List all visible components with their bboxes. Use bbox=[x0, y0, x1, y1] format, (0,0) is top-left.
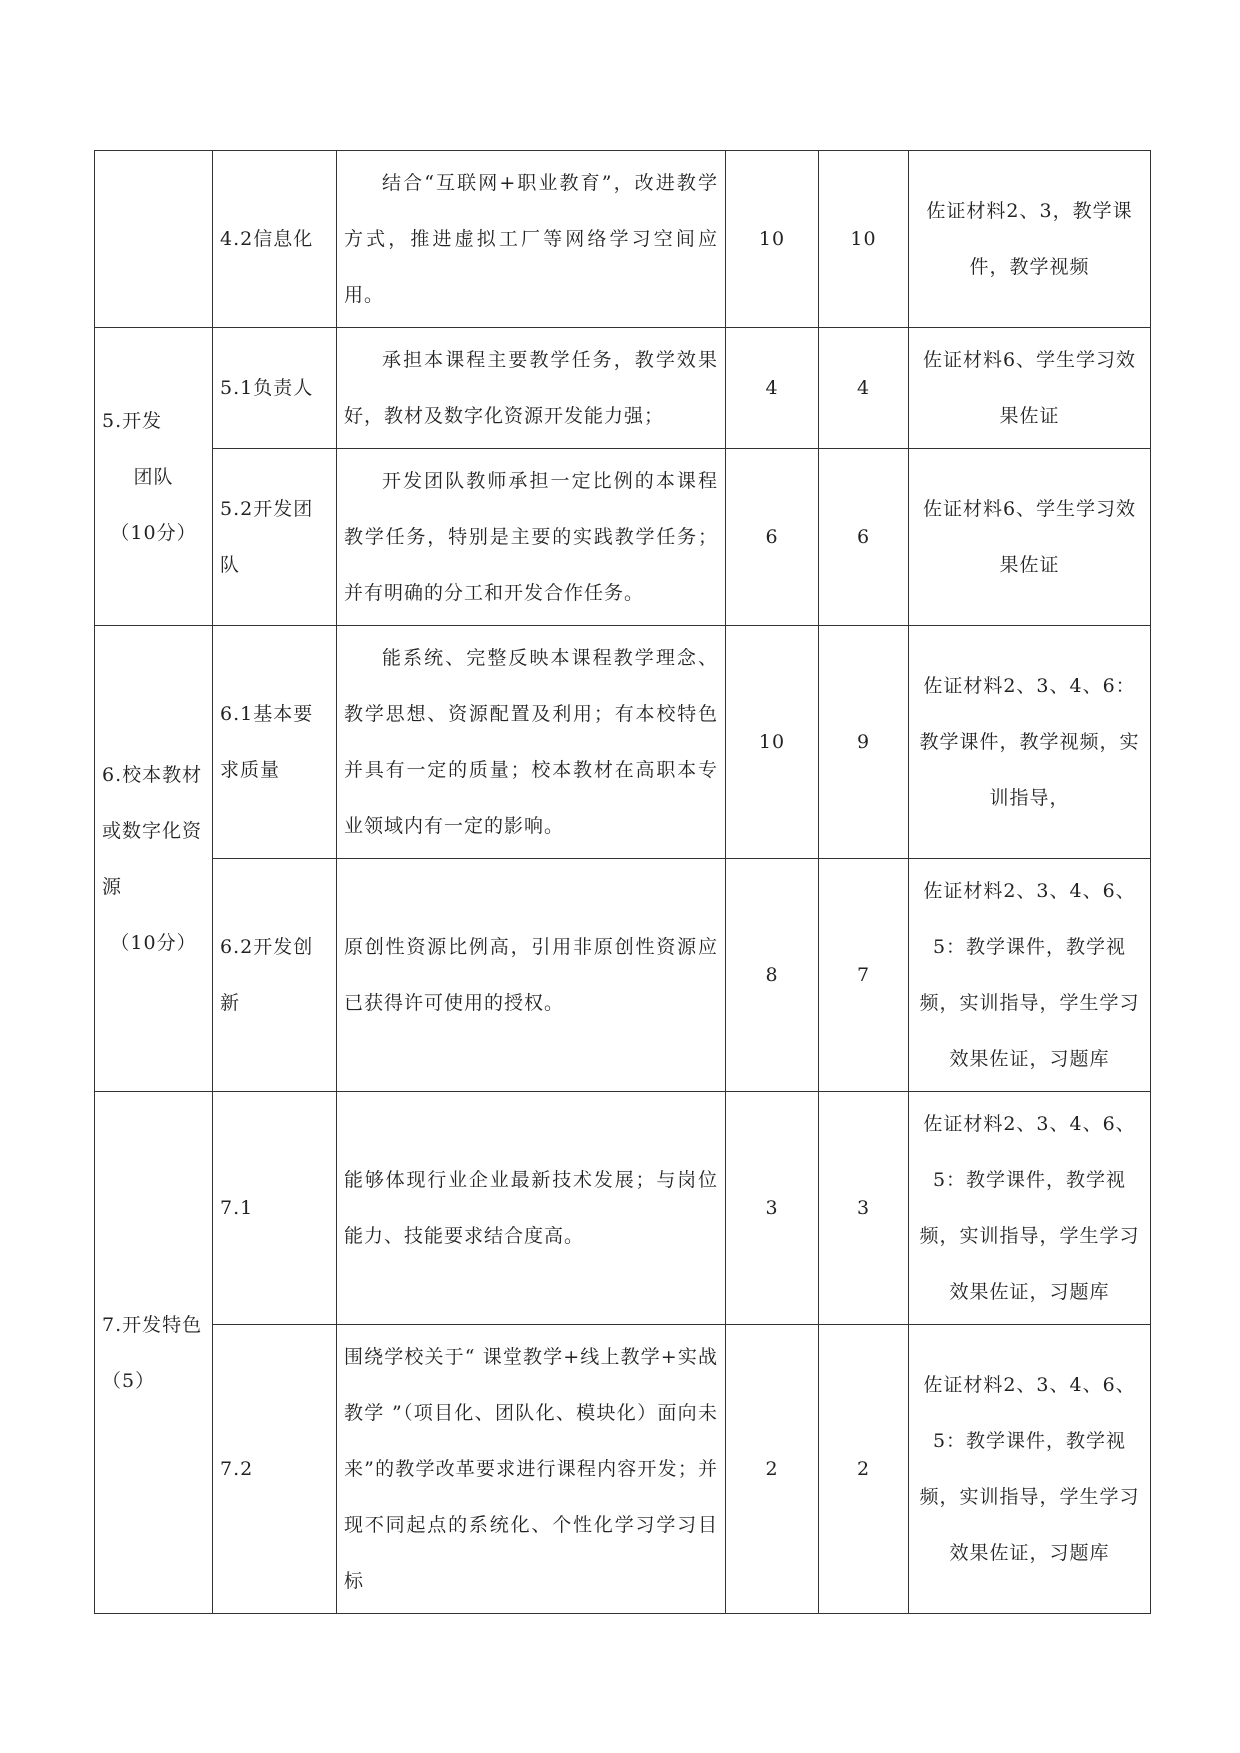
actual-score: 10 bbox=[819, 151, 909, 328]
item-description: 能够体现行业企业最新技术发展；与岗位能力、技能要求结合度高。 bbox=[337, 1092, 726, 1325]
evidence: 佐证材料2、3，教学课件，教学视频 bbox=[909, 151, 1151, 328]
category-team-line3: （10分） bbox=[110, 521, 197, 544]
evidence: 佐证材料2、3、4、6、5：教学课件，教学视频，实训指导，学生学习效果佐证，习题库 bbox=[909, 859, 1151, 1092]
table-row bbox=[95, 328, 1151, 449]
evidence: 佐证材料2、3、4、6、5：教学课件，教学视频，实训指导，学生学习效果佐证，习题库 bbox=[909, 1325, 1151, 1614]
item-description: 能系统、完整反映本课程教学理念、教学思想、资源配置及利用；有本校特色并具有一定的质量；校本教材在高职本专业领域内有一定的影响。 bbox=[337, 626, 726, 859]
item-description: 承担本课程主要教学任务，教学效果好，教材及数字化资源开发能力强； bbox=[337, 328, 726, 449]
table-row bbox=[95, 1092, 1151, 1325]
category-team-line1: 5.开发 bbox=[102, 409, 163, 432]
evidence: 佐证材料2、3、4、6、5：教学课件，教学视频，实训指导，学生学习效果佐证，习题库 bbox=[909, 1092, 1151, 1325]
actual-score: 6 bbox=[819, 449, 909, 626]
category-feature bbox=[95, 1092, 213, 1614]
full-score: 6 bbox=[726, 449, 819, 626]
item-name: 6.2开发创新 bbox=[213, 859, 337, 1092]
table-row bbox=[95, 859, 1151, 1092]
item-name: 4.2信息化 bbox=[213, 151, 337, 328]
category-cell-empty bbox=[95, 151, 213, 328]
full-score: 2 bbox=[726, 1325, 819, 1614]
item-name: 7.2 bbox=[213, 1325, 337, 1614]
item-name: 7.1 bbox=[213, 1092, 337, 1325]
item-description: 结合“互联网+职业教育”，改进教学方式，推进虚拟工厂等网络学习空间应用。 bbox=[337, 151, 726, 328]
evidence: 佐证材料6、学生学习效果佐证 bbox=[909, 328, 1151, 449]
category-material-line1: 6.校本教材或数字化资源 bbox=[102, 763, 203, 898]
evidence: 佐证材料6、学生学习效果佐证 bbox=[909, 449, 1151, 626]
evidence: 佐证材料2、3、4、6：教学课件，教学视频，实训指导， bbox=[909, 626, 1151, 859]
item-name: 6.1基本要求质量 bbox=[213, 626, 337, 859]
item-name: 5.2开发团队 bbox=[213, 449, 337, 626]
full-score: 10 bbox=[726, 626, 819, 859]
full-score: 3 bbox=[726, 1092, 819, 1325]
category-feature-line1: 7.开发特色（5） bbox=[102, 1313, 203, 1392]
full-score: 4 bbox=[726, 328, 819, 449]
item-description: 围绕学校关于“ 课堂教学+线上教学+实战教学 ”（项目化、团队化、模块化）面向未来”的教学改革要求进行课程内容开发；并现不同起点的系统化、个性化学习学习目标 bbox=[337, 1325, 726, 1614]
category-team-line2: 团队 bbox=[133, 465, 174, 488]
category-material bbox=[95, 626, 213, 1092]
item-description: 原创性资源比例高，引用非原创性资源应已获得许可使用的授权。 bbox=[337, 859, 726, 1092]
table-row bbox=[95, 1325, 1151, 1614]
table-row bbox=[95, 151, 1151, 328]
item-description: 开发团队教师承担一定比例的本课程教学任务，特别是主要的实践教学任务；并有明确的分工和开发合作任务。 bbox=[337, 449, 726, 626]
actual-score: 3 bbox=[819, 1092, 909, 1325]
table-row bbox=[95, 449, 1151, 626]
evaluation-table bbox=[94, 150, 1151, 1614]
full-score: 10 bbox=[726, 151, 819, 328]
actual-score: 9 bbox=[819, 626, 909, 859]
category-team bbox=[95, 328, 213, 626]
actual-score: 4 bbox=[819, 328, 909, 449]
item-name: 5.1负责人 bbox=[213, 328, 337, 449]
category-material-line2: （10分） bbox=[110, 931, 197, 954]
actual-score: 2 bbox=[819, 1325, 909, 1614]
actual-score: 7 bbox=[819, 859, 909, 1092]
full-score: 8 bbox=[726, 859, 819, 1092]
table-row bbox=[95, 626, 1151, 859]
